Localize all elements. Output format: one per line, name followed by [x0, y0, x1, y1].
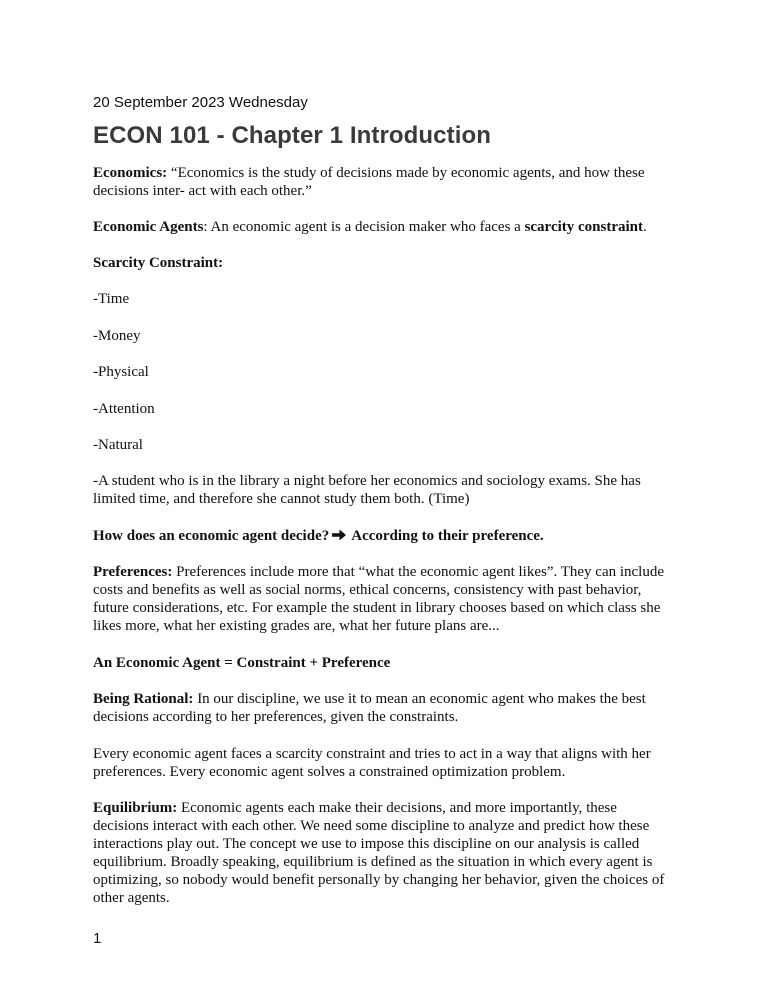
economics-text: “Economics is the study of decisions made by economic agents, and how these decisions inter- act with each other.”: [93, 165, 645, 199]
page-number: 1: [93, 930, 102, 947]
equilibrium-definition: [93, 799, 673, 907]
agent-formula: [93, 654, 673, 672]
economics-definition: [93, 164, 673, 200]
agent-formula-text: An Economic Agent = Constraint + Preference: [93, 655, 391, 671]
scarcity-item-money: -Money: [93, 328, 141, 344]
preferences-definition: [93, 563, 673, 635]
scarcity-example: -A student who is in the library a night before her economics and sociology exams. She has limited time, and therefore she cannot study them both. (Time): [93, 473, 641, 507]
rational-text: In our discipline, we use it to mean an economic agent who makes the best decisions according to her preferences, given the constraints.: [93, 691, 646, 725]
rational-term: Being Rational:: [93, 691, 194, 707]
economic-agents-definition: [93, 218, 673, 236]
rational-definition: [93, 690, 673, 726]
page-date: 20 September 2023 Wednesday: [93, 94, 308, 111]
equilibrium-text: Economic agents each make their decisions, and more importantly, these decisions interact with each other. We need some discipline to analyze and predict how these interactions play out. The concept we use to impose this discipline on our analysis is called equilibrium. Broadly speaking, equilibrium is defined as the situation in which every agent is optimizing, so nobody would benefit personally by changing her behavior, given the choices of other agents.: [93, 800, 665, 906]
page-title: ECON 101 - Chapter 1 Introduction: [93, 122, 492, 149]
equilibrium-term: Equilibrium:: [93, 800, 178, 816]
optimization-paragraph: Every economic agent faces a scarcity constraint and tries to act in a way that aligns with her preferences. Every economic agent solves a constrained optimization problem.: [93, 746, 651, 780]
scarcity-item-physical: -Physical: [93, 364, 149, 380]
scarcity-item-time: -Time: [93, 291, 130, 307]
decide-question: [93, 527, 673, 545]
scarcity-constraint-emphasis: scarcity constraint: [524, 219, 644, 235]
preferences-term: Preferences:: [93, 564, 173, 580]
right-arrow-icon: [331, 528, 347, 542]
scarcity-item-natural: -Natural: [93, 437, 143, 453]
scarcity-heading-text: Scarcity Constraint:: [93, 255, 224, 271]
economic-agents-period: .: [643, 219, 647, 235]
preferences-text: Preferences include more that “what the economic agent likes”. They can include costs and benefits as well as social norms, ethical concerns, consistency with past behavior, future considerations, etc. For example the student in library chooses based on which class she likes more, what her existing grades are, what her future plans are...: [93, 564, 665, 634]
economics-term: Economics:: [93, 165, 168, 181]
economic-agents-term: Economic Agents: [93, 219, 204, 235]
decide-answer: According to their preference.: [351, 528, 544, 544]
scarcity-heading: [93, 254, 673, 272]
decide-question-text: How does an economic agent decide?: [93, 528, 330, 544]
economic-agents-text: : An economic agent is a decision maker who faces a: [203, 219, 525, 235]
scarcity-item-attention: -Attention: [93, 401, 155, 417]
